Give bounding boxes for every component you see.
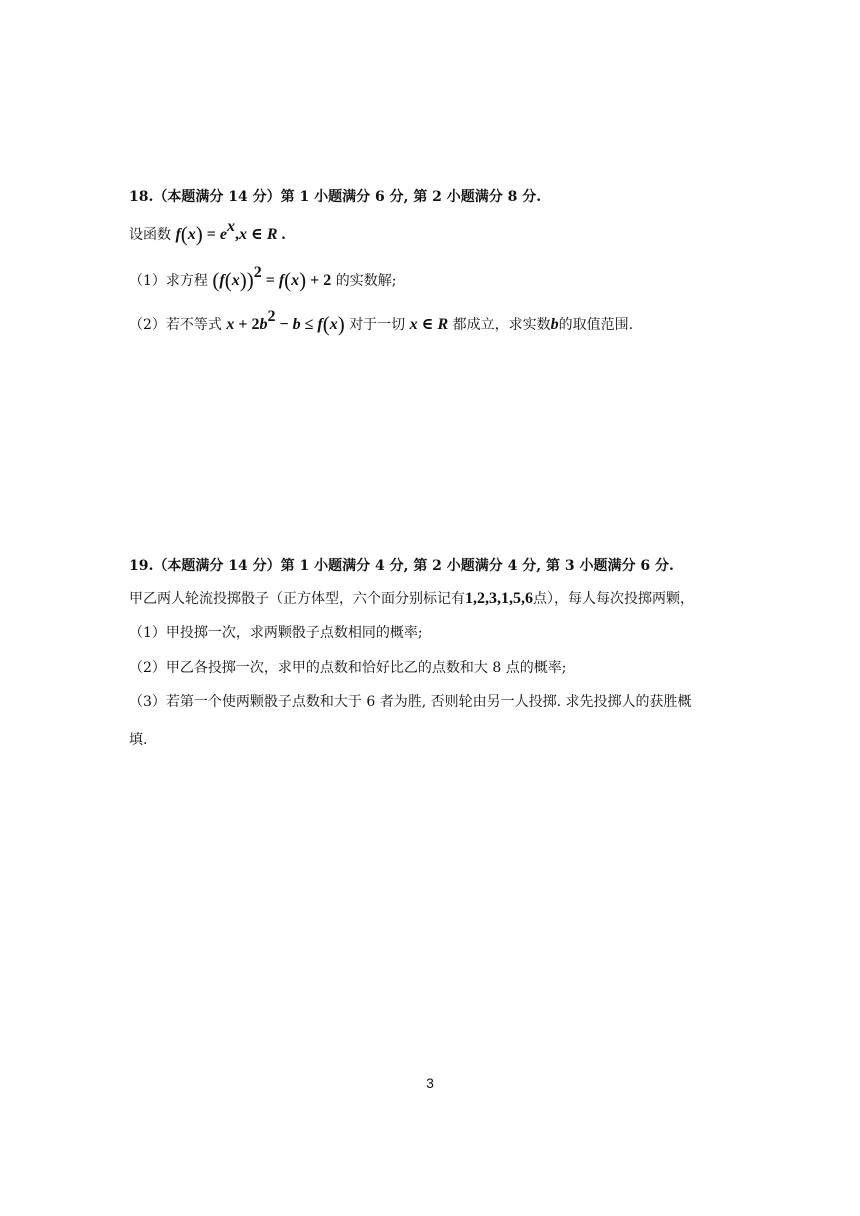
q18-part2-inequality: $x + 2b^2 - b \le f(x)$	[226, 308, 345, 336]
q19-part1: （1）甲投掷一次，求两颗骰子点数相同的概率;	[129, 625, 423, 641]
q18-part1-equation: $(f(x))^2 = f(x) + 2$	[212, 264, 332, 292]
q19-intro	[129, 589, 694, 609]
q19-header: 19.（本题满分 14 分）第 1 小题满分 4 分, 第 2 小题满分 4 分, 第 3 小题满分 6 分.	[129, 558, 674, 574]
q18-intro-text: 设函数	[129, 227, 171, 243]
page-number: 3	[426, 1075, 434, 1091]
q19-part2: （2）甲乙各投掷一次，求甲的点数和恰好比乙的点数和大 8 点的概率;	[129, 660, 567, 676]
q19-dice-numbers: 1,2,3,1,5,6	[465, 590, 533, 607]
q19-part3-line1: （3）若第一个使两颗骰子点数和大于 6 者为胜, 否则轮由另一人投掷. 求先投掷人的获胜概	[129, 694, 692, 710]
q19-part3-line2: 填.	[129, 732, 148, 748]
q18-function-definition: $f(x) = e^x,x$ ∈ R .	[175, 218, 286, 246]
q18-part2-text-c: 都成立，求实数	[452, 317, 551, 333]
q18-intro	[129, 218, 286, 246]
q19-intro-text-b: 点），每人每次投掷两颗，	[533, 591, 694, 607]
q18-part2-text-a: （2）若不等式	[129, 317, 222, 333]
q19-intro-text-a: 甲乙两人轮流投掷骰子（正方体型，六个面分别标记有	[129, 591, 465, 607]
q18-part1-text-a: （1）求方程	[129, 273, 208, 289]
q18-part2	[129, 308, 634, 336]
q18-part1-text-b: 的实数解;	[335, 273, 397, 289]
q18-header: 18.（本题满分 14 分）第 1 小题满分 6 分, 第 2 小题满分 8 分.	[129, 189, 542, 205]
q18-part2-text-d: 的取值范围.	[558, 317, 634, 333]
q18-part2-variable-b: b	[550, 316, 559, 333]
q18-part1	[129, 264, 397, 292]
q18-part2-domain: x ∈ R	[409, 316, 449, 333]
q18-part2-text-b: 对于一切	[349, 317, 406, 333]
